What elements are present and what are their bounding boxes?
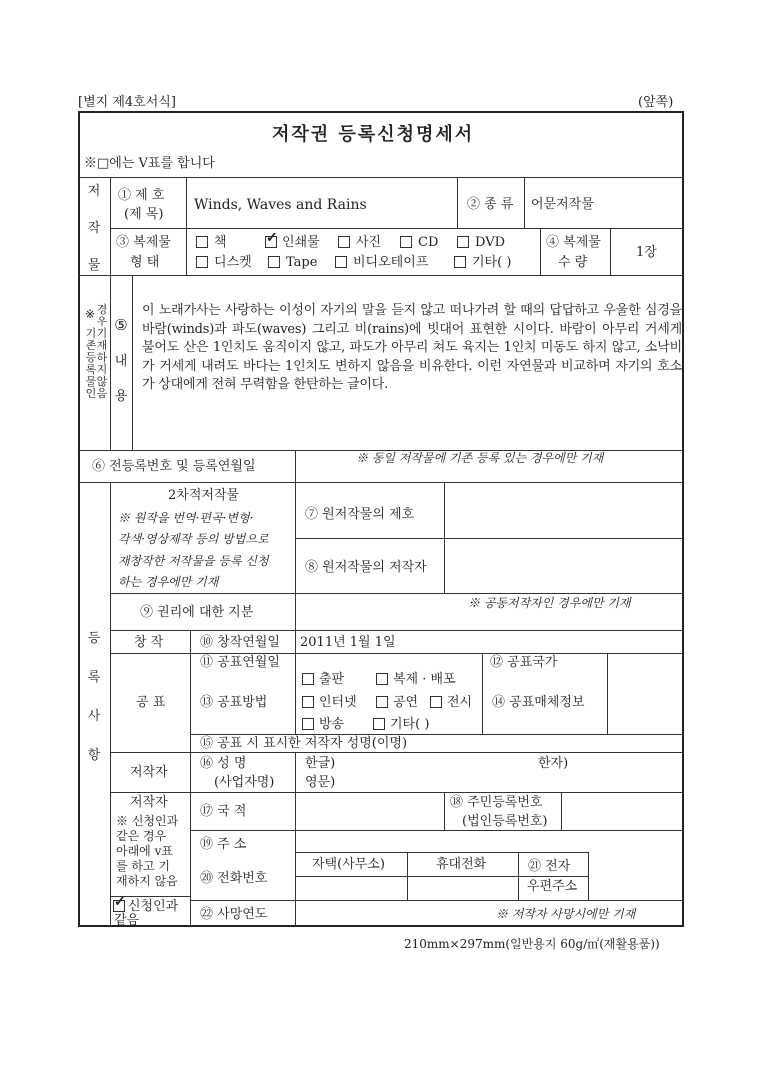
rule — [110, 792, 684, 793]
rule — [457, 177, 458, 228]
pub-media-label: ⑭ 공표매체정보 — [492, 695, 585, 710]
title-label: ① 제 호 — [118, 188, 165, 203]
content-side-note-1: ※ — [84, 307, 96, 321]
rule — [110, 482, 111, 927]
creation-date-label: ⑩ 창작연월일 — [200, 635, 280, 650]
medium-label: ③ 복제물 — [116, 235, 171, 250]
checkbox-pub-other[interactable] — [373, 718, 385, 730]
check-mark-icon: ✓ — [266, 230, 278, 246]
rule — [444, 482, 445, 593]
rule — [190, 830, 684, 831]
kind-label: ② 종 류 — [467, 197, 514, 212]
count-label-2: 수 량 — [558, 255, 588, 270]
checkbox-broadcast[interactable] — [302, 718, 314, 730]
option-videotape: 비디오테이프 — [353, 255, 429, 270]
rule — [110, 177, 111, 275]
death-note: ※ 저작자 사망시에만 기재 — [496, 907, 636, 921]
checkbox-cd[interactable] — [400, 236, 412, 248]
rule — [110, 653, 684, 654]
option-photo: 사진 — [356, 235, 382, 250]
author2-note-2: 같은 경우 — [116, 829, 167, 843]
pub-date-label: ⑪ 공표연월일 — [200, 655, 280, 670]
option-other: 기타( ) — [472, 255, 512, 270]
option-dvd: DVD — [475, 235, 506, 250]
home-phone-label: 자택(사무소) — [312, 857, 385, 872]
rule — [295, 876, 588, 877]
page-side: (앞쪽) — [638, 95, 674, 110]
name-english[interactable]: 영문) — [305, 775, 336, 790]
nationality-label: ⑰ 국 적 — [200, 804, 247, 819]
form-note: ※□에는 V표를 합니다 — [84, 156, 215, 171]
rule — [78, 177, 684, 178]
derivative-title: 2차적저작물 — [168, 488, 240, 503]
rule — [190, 630, 191, 927]
author2-note-4: 를 하고 기 — [116, 859, 170, 873]
author-label: 저작자 — [130, 765, 168, 780]
title-value[interactable]: Winds, Waves and Rains — [194, 197, 367, 213]
content-side-note-3: 경우 기재하지 않음 — [96, 303, 108, 400]
medium-label-2: 형 태 — [130, 255, 160, 270]
checkbox-performance[interactable] — [376, 696, 388, 708]
rule — [295, 653, 296, 734]
option-tape: Tape — [286, 255, 318, 270]
option-diskette: 디스켓 — [214, 255, 252, 270]
pub-option-broadcast: 방송 — [319, 717, 345, 732]
pub-option-internet: 인터넷 — [319, 695, 357, 710]
author2-label: 저작자 — [130, 795, 168, 810]
checkbox-photo[interactable] — [338, 236, 350, 248]
rule — [295, 538, 684, 539]
form-title: 저작권 등록신청명세서 — [272, 124, 475, 145]
count-value[interactable]: 1장 — [636, 245, 657, 260]
checkbox-publish[interactable] — [302, 673, 314, 685]
content-side-note-2: 기존 등록물인 — [85, 327, 97, 400]
pub-option-exhibit: 전시 — [447, 695, 473, 710]
resident-no-label-2: (법인등록번호) — [462, 814, 548, 829]
address-label: ⑲ 주 소 — [200, 837, 247, 852]
pub-option-performance: 공연 — [393, 695, 419, 710]
orig-author-label: ⑧ 원저작물의 저작자 — [305, 560, 427, 575]
pub-country-label: ⑫ 공표국가 — [490, 655, 558, 670]
checkbox-exhibit[interactable] — [430, 696, 442, 708]
section-label-registration: 등 록 사 항 — [87, 631, 101, 763]
rule — [588, 852, 589, 900]
checkbox-reproduce[interactable] — [376, 673, 388, 685]
death-label: ㉒ 사망연도 — [200, 907, 268, 922]
checkbox-other[interactable] — [454, 256, 466, 268]
creation-label: 창 작 — [134, 635, 164, 650]
author2-note-3: 아래에 v표 — [116, 844, 173, 858]
phone-label: ⑳ 전화번호 — [200, 871, 268, 886]
pub-option-reproduce: 복제 · 배포 — [393, 672, 456, 687]
rule — [78, 275, 684, 276]
mobile-label: 휴대전화 — [436, 857, 487, 872]
rule — [190, 900, 684, 901]
creation-date-value[interactable]: 2011년 1월 1일 — [300, 635, 396, 650]
rule — [295, 630, 296, 653]
email-label-2: 우편주소 — [527, 879, 578, 894]
derivative-note-4: 하는 경우에만 기재 — [118, 575, 219, 589]
rule — [132, 275, 133, 450]
rule — [524, 177, 525, 228]
checkbox-diskette[interactable] — [196, 256, 208, 268]
author2-note-1: ※ 신청인과 — [116, 814, 179, 828]
checkbox-book[interactable] — [196, 236, 208, 248]
same-applicant-label: 신청인과 — [128, 899, 179, 914]
kind-value[interactable]: 어문저작물 — [531, 197, 594, 212]
option-print: 인쇄물 — [282, 235, 320, 250]
name-hanja[interactable]: 한자) — [538, 756, 569, 771]
section-label-work: 저 작 물 — [87, 184, 101, 273]
rule — [482, 653, 483, 734]
rule — [540, 228, 541, 275]
rule — [110, 275, 111, 450]
pub-option-other: 기타( ) — [390, 717, 430, 732]
pub-author-name-label: ⑮ 공표 시 표시한 저작자 성명(이명) — [200, 736, 408, 751]
option-book: 책 — [214, 235, 227, 250]
rule — [110, 752, 684, 753]
derivative-note-1: ※ 원작을 번역·편곡·변형· — [118, 511, 254, 525]
title-label-2: (제 목) — [124, 207, 164, 222]
prior-label: ⑥ 전등록번호 및 등록연월일 — [92, 459, 256, 474]
paper-spec: 210mm×297mm(일반용지 60g/㎡(재활용품)) — [404, 937, 660, 951]
rule — [607, 653, 608, 734]
publication-label: 공 표 — [136, 695, 166, 710]
prior-note: ※ 동일 저작물에 기존 등록 있는 경우에만 기재 — [356, 451, 604, 465]
derivative-note-3: 재창작한 저작물을 등록 신청 — [118, 554, 269, 568]
pub-option-publish: 출판 — [319, 672, 345, 687]
rule — [110, 630, 684, 631]
name-korean[interactable]: 한글) — [305, 756, 336, 771]
checkbox-tape[interactable] — [268, 256, 280, 268]
author2-note-5: 재하지 않음 — [116, 874, 178, 888]
pub-method-label: ⑬ 공표방법 — [200, 695, 268, 710]
rule — [110, 228, 684, 229]
content-label: ⑤ 내 용 — [114, 316, 128, 404]
form-id: [별지 제4호서식] — [78, 95, 176, 110]
orig-title-label: ⑦ 원저작물의 제호 — [305, 507, 415, 522]
check-mark-icon: ✓ — [114, 894, 126, 910]
rule — [295, 752, 296, 927]
rights-note: ※ 공동저작자인 경우에만 기재 — [468, 596, 631, 610]
email-label: ㉑ 전자 — [528, 859, 571, 874]
same-applicant-label-2: 같음 — [114, 913, 140, 928]
resident-no-label: ⑱ 주민등록번호 — [450, 795, 543, 810]
rule — [190, 734, 684, 735]
rule — [78, 482, 684, 483]
rights-label: ⑨ 권리에 대한 지분 — [140, 605, 254, 620]
count-label: ④ 복제물 — [546, 235, 601, 250]
name-label-2: (사업자명) — [214, 775, 275, 790]
rule — [444, 792, 445, 830]
rule — [295, 852, 588, 853]
checkbox-videotape[interactable] — [335, 256, 347, 268]
rule — [295, 450, 296, 630]
checkbox-dvd[interactable] — [457, 236, 469, 248]
rule — [610, 228, 611, 275]
checkbox-internet[interactable] — [302, 696, 314, 708]
rule — [561, 792, 562, 830]
derivative-note-2: 각색·영상제작 등의 방법으로 — [118, 532, 269, 546]
name-label: ⑯ 성 명 — [200, 756, 247, 771]
content-text[interactable]: 이 노래가사는 사랑하는 이성이 자기의 말을 듣지 않고 떠나가려 할 때의 답답하고 우울한 심경을 바람(winds)과 파도(waves) 그리고 비(rains)에 빗대어 표현한 시이다. 바람이 아무리 거세게 불어도 산은 1인치도 움직이지 않고, 파도가 아무리 쳐도 육지는 1인치 미동도 하지 않고, 소낙비가 거세게 내려도 바다는 1인치도 변하지 않음을 비유한다. 이런 자연물과 비교하며 자기의 호소가 상대에게 전혀 무력함을 한탄하는 글이다. — [142, 303, 682, 392]
option-cd: CD — [418, 235, 439, 250]
rule — [110, 593, 684, 594]
rule — [186, 177, 187, 275]
